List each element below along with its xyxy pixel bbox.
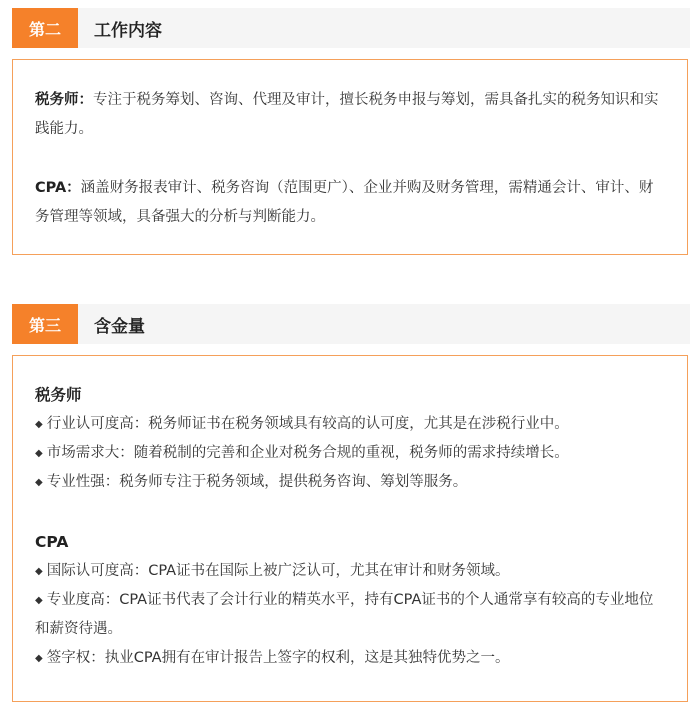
bullet-item [35,557,665,586]
section-header-work-content [12,8,690,48]
value-box [12,355,688,702]
bullet-text: 专业度高：CPA证书代表了会计行业的精英水平，持有CPA证书的个人通常享有较高的专业地位和薪资待遇。 [35,592,654,637]
work-content-tax-advisor [35,86,665,144]
bullet-text: 专业性强：税务师专注于税务领域，提供税务咨询、筹划等服务。 [46,474,468,490]
group-heading-tax-advisor: 税务师 [35,386,82,404]
bullet-item [35,410,665,439]
paragraph-text: 专注于税务筹划、咨询、代理及审计，擅长税务申报与筹划，需具备扎实的税务知识和实践能力。 [35,92,659,137]
work-content-box [12,59,688,255]
paragraph-lead: CPA： [35,180,81,196]
bullet-item [35,468,665,497]
bullet-text: 行业认可度高：税务师证书在税务领域具有较高的认可度，尤其是在涉税行业中。 [46,416,569,432]
bullet-text: 国际认可度高：CPA证书在国际上被广泛认可，尤其在审计和财务领域。 [46,563,510,579]
section-header-value [12,304,690,344]
diamond-bullet-icon: ◆ [35,566,43,577]
bullet-text: 签字权：执业CPA拥有在审计报告上签字的权利，这是其独特优势之一。 [46,650,510,666]
diamond-bullet-icon: ◆ [35,419,43,430]
diamond-bullet-icon: ◆ [35,653,43,664]
paragraph-lead: 税务师： [35,92,93,108]
group-heading-cpa: CPA [35,533,69,551]
diamond-bullet-icon: ◆ [35,448,43,459]
bullet-item [35,439,665,468]
bullet-item [35,644,665,673]
work-content-cpa [35,174,665,232]
section-tag: 第二 [12,8,78,48]
paragraph-text: 涵盖财务报表审计、税务咨询（范围更广）、企业并购及财务管理，需精通会计、审计、财务管理等领域，具备强大的分析与判断能力。 [35,180,654,225]
bullet-text: 市场需求大：随着税制的完善和企业对税务合规的重视，税务师的需求持续增长。 [46,445,569,461]
bullet-item [35,586,665,644]
section-tag: 第三 [12,304,78,344]
diamond-bullet-icon: ◆ [35,477,43,488]
diamond-bullet-icon: ◆ [35,595,43,606]
section-title: 含金量 [94,316,145,337]
section-title: 工作内容 [94,20,162,41]
